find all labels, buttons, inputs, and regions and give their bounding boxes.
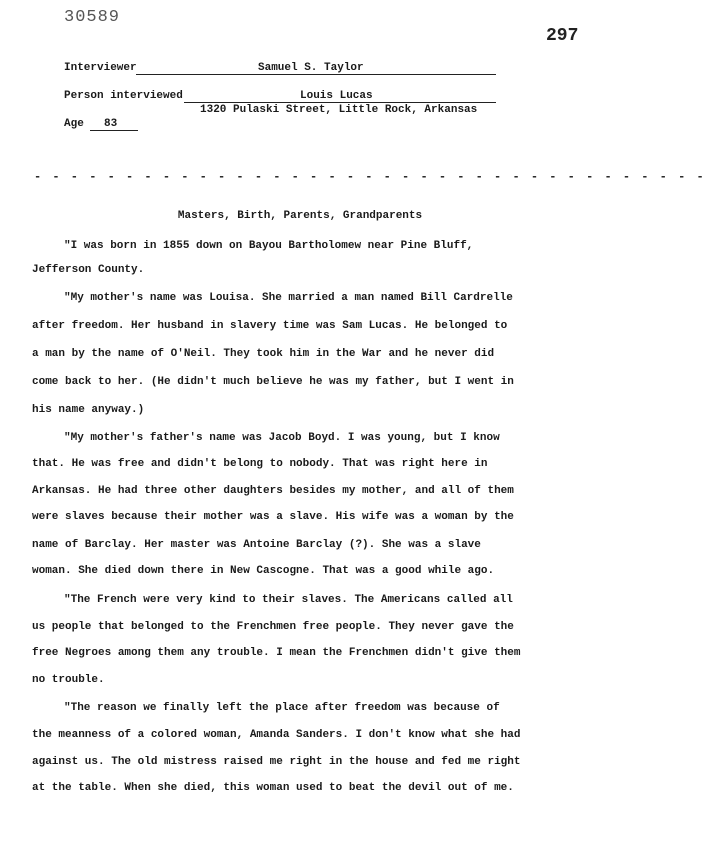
transcript-line: against us. The old mistress raised me right in the house and fed me right: [32, 756, 521, 768]
transcript-line: his name anyway.): [32, 404, 145, 416]
interviewer-name: Samuel S. Taylor: [258, 62, 364, 74]
transcript-line: "The French were very kind to their slaves. The Americans called all: [64, 594, 513, 606]
transcript-line: "My mother's name was Louisa. She married a man named Bill Cardrelle: [64, 292, 513, 304]
person-interviewed-label: Person interviewed: [64, 90, 183, 102]
transcript-line: were slaves because their mother was a slave. His wife was a woman by the: [32, 511, 514, 523]
transcript-line: Arkansas. He had three other daughters besides my mother, and all of them: [32, 485, 514, 497]
transcript-line: come back to her. (He didn't much believe he was my father, but I went in: [32, 376, 514, 388]
transcript-line: us people that belonged to the Frenchmen free people. They never gave the: [32, 621, 514, 633]
transcript-line: "I was born in 1855 down on Bayou Bartholomew near Pine Bluff,: [64, 240, 474, 252]
transcript-line: name of Barclay. Her master was Antoine Barclay (?). She was a slave: [32, 539, 481, 551]
age-label: Age: [64, 118, 84, 130]
interviewer-underline: [136, 74, 496, 75]
transcript-line: at the table. When she died, this woman used to beat the devil out of me.: [32, 782, 514, 794]
age-value: 83: [104, 118, 118, 130]
transcript-line: the meanness of a colored woman, Amanda Sanders. I don't know what she had: [32, 729, 521, 741]
transcript-line: no trouble.: [32, 674, 105, 686]
transcript-line: a man by the name of O'Neil. They took him in the War and he never did: [32, 348, 495, 360]
page-number: 297: [546, 26, 579, 46]
person-interviewed-underline: [184, 102, 496, 103]
transcript-line: "My mother's father's name was Jacob Boyd. I was young, but I know: [64, 432, 500, 444]
transcript-line: Jefferson County.: [32, 264, 145, 276]
transcript-line: after freedom. Her husband in slavery time was Sam Lucas. He belonged to: [32, 320, 508, 332]
transcript-line: woman. She died down there in New Cascogne. That was a good while ago.: [32, 565, 495, 577]
section-divider: - - - - - - - - - - - - - - - - - - - - - - - - - - - - - - - - - - - - -: [34, 170, 706, 184]
transcript-line: that. He was free and didn't belong to nobody. That was right here in: [32, 458, 488, 470]
archive-stamp-number: 30589: [64, 8, 121, 27]
transcript-line: free Negroes among them any trouble. I mean the Frenchmen didn't give them: [32, 647, 521, 659]
interviewer-label: Interviewer: [64, 62, 137, 74]
person-interviewed-name: Louis Lucas: [300, 90, 373, 102]
section-heading: Masters, Birth, Parents, Grandparents: [177, 210, 423, 222]
person-address: 1320 Pulaski Street, Little Rock, Arkansas: [200, 104, 478, 116]
transcript-line: "The reason we finally left the place after freedom was because of: [64, 702, 500, 714]
age-underline: [90, 130, 138, 131]
